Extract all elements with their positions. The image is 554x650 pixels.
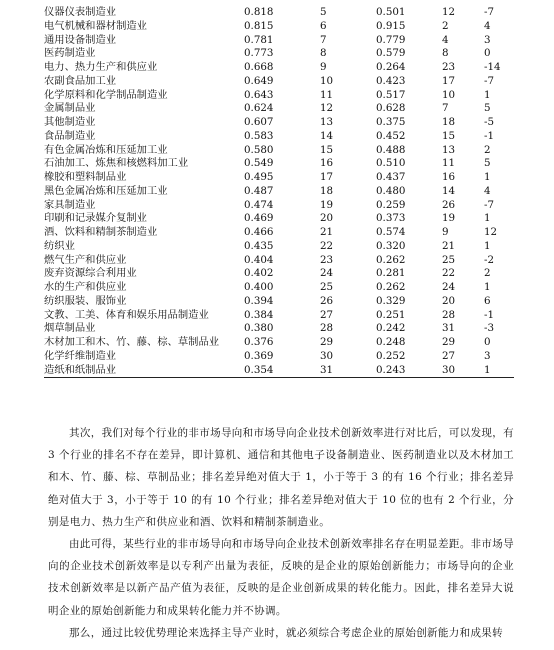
- table-cell: 1: [484, 212, 491, 225]
- table-cell: 5: [484, 102, 491, 115]
- table-cell: 0.818: [244, 6, 274, 18]
- table-cell: 0.380: [244, 322, 274, 335]
- table-cell: 0.517: [376, 88, 406, 101]
- table-cell: 食品制造业: [44, 129, 96, 142]
- table-row: [44, 116, 514, 130]
- table-row: [44, 226, 514, 240]
- table-cell: 30: [442, 364, 484, 378]
- table-cell: 0.262: [376, 281, 406, 293]
- table-cell: 22: [320, 239, 334, 252]
- table-cell: 4: [484, 184, 491, 197]
- table-row: [44, 157, 514, 171]
- table-cell: 0.815: [244, 19, 274, 32]
- table-cell: 28: [442, 308, 456, 321]
- table-row: [44, 322, 514, 336]
- table-cell: 烟草制品业: [44, 322, 96, 335]
- table-row: [44, 336, 514, 350]
- table-cell: 3: [484, 33, 491, 46]
- table-cell: 0.649: [244, 74, 274, 87]
- table-cell: 26: [442, 198, 456, 211]
- table-cell: 0.628: [376, 102, 406, 115]
- table-cell: 14: [442, 184, 456, 197]
- table-row: [44, 350, 514, 364]
- table-cell: 纺织业: [44, 239, 75, 252]
- table-cell: 8: [442, 47, 449, 60]
- table-cell: 11: [320, 88, 334, 101]
- table-cell: 废弃资源综合利用业: [44, 267, 137, 280]
- table-cell: 0.320: [376, 239, 406, 252]
- table-cell: 1: [484, 364, 514, 378]
- table-cell: 0.404: [244, 253, 274, 266]
- table-cell: 0.480: [376, 184, 406, 197]
- table-cell: 18: [442, 116, 456, 128]
- table-cell: 0.437: [376, 171, 406, 183]
- table-cell: 1: [484, 281, 491, 293]
- table-row: [44, 34, 514, 48]
- table-cell: 水的生产和供应业: [44, 281, 127, 293]
- table-cell: 6: [484, 294, 491, 307]
- table-cell: 27: [320, 308, 334, 321]
- table-cell: 0.495: [244, 171, 274, 183]
- table-cell: 0.643: [244, 88, 274, 101]
- table-cell: 医药制造业: [44, 47, 96, 60]
- table-cell: 0.668: [244, 61, 274, 73]
- table-cell: 10: [442, 88, 456, 101]
- table-cell: 5: [484, 157, 491, 170]
- table-cell: 31: [442, 322, 456, 335]
- table-cell: 15: [320, 143, 334, 156]
- table-cell: 造纸和纸制品业: [44, 364, 244, 378]
- table-cell: 0.488: [376, 143, 406, 156]
- table-cell: 1: [484, 239, 491, 252]
- table-row: [44, 185, 514, 199]
- table-row: [44, 240, 514, 254]
- table-cell: -7: [484, 198, 495, 211]
- table-cell: 0.607: [244, 116, 274, 128]
- table-cell: 12: [320, 102, 334, 115]
- table-cell: 22: [442, 267, 456, 280]
- table-cell: 0.580: [244, 143, 274, 156]
- table-row: [44, 61, 514, 75]
- table-cell: 12: [484, 226, 498, 238]
- table-cell: 8: [320, 47, 327, 60]
- table-row: [44, 364, 514, 378]
- table-cell: 0.452: [376, 129, 406, 142]
- table-cell: 18: [320, 184, 334, 197]
- table-cell: 电气机械和器材制造业: [44, 19, 147, 32]
- table-cell: 9: [442, 226, 449, 238]
- table-row: [44, 130, 514, 144]
- table-cell: 文教、工美、体育和娱乐用品制造业: [44, 308, 209, 321]
- table-cell: 0.474: [244, 198, 274, 211]
- table-row: [44, 199, 514, 213]
- table-cell: 0.394: [244, 294, 274, 307]
- table-cell: 24: [320, 267, 334, 280]
- table-cell: 0.781: [244, 33, 274, 46]
- table-cell: 1: [484, 88, 491, 101]
- table-cell: 4: [442, 33, 449, 46]
- table-cell: 23: [320, 253, 334, 266]
- table-cell: 14: [320, 129, 334, 142]
- table-cell: 1: [484, 171, 491, 183]
- body-text: [48, 422, 514, 644]
- table-row: [44, 144, 514, 158]
- table-cell: 17: [320, 171, 334, 183]
- table-cell: 19: [320, 198, 334, 211]
- table-cell: 16: [442, 171, 456, 183]
- table-cell: -7: [484, 74, 495, 87]
- table-cell: 印刷和记录媒介复制业: [44, 212, 147, 225]
- table-cell: 化学纤维制造业: [44, 349, 117, 362]
- table-cell: 11: [442, 157, 456, 170]
- table-cell: 24: [442, 281, 456, 293]
- table-cell: 23: [442, 61, 456, 73]
- table-cell: 31: [320, 364, 376, 378]
- table-cell: 5: [320, 6, 327, 18]
- table-cell: 橡胶和塑料制品业: [44, 171, 127, 183]
- table-cell: 0.373: [376, 212, 406, 225]
- table-cell: 27: [442, 349, 456, 362]
- table-cell: -5: [484, 116, 495, 128]
- paragraph: 其次，我们对每个行业的非市场导向和市场导向企业技术创新效率进行对比后，可以发现，有 3 个行业的排名不存在差异，即计算机、通信和其他电子设备制造业、医药制造业以及木材加工和木、竹、藤、棕、草制品业；排名差异绝对值大于 1，小于等于 3 的有 16 个行业；排名差异绝对值大于 3，小于等于 10 的有 10 个行业；排名差异绝对值大于 10 位的也有 2 个行业，分别是电力、热力生产和供应业和酒、饮料和精制茶制造业。: [48, 427, 514, 528]
- table-cell: 19: [442, 212, 456, 225]
- table-cell: 石油加工、炼焦和核燃料加工业: [44, 157, 189, 170]
- table-cell: 12: [442, 6, 456, 18]
- table-cell: 15: [442, 129, 456, 142]
- table-cell: 0.402: [244, 267, 274, 280]
- table-cell: 0.384: [244, 308, 274, 321]
- table-cell: 0.915: [376, 19, 406, 32]
- table-cell: 0.400: [244, 281, 274, 293]
- paragraph: 由此可得，某些行业的非市场导向和市场导向企业技术创新效率排名存在明显差距。非市场导向的企业技术创新效率是以专利产出量为表征，反映的是企业的原始创新能力；市场导向的企业技术创新效率是以新产品产值为表征，反映的是企业创新成果的转化能力。因此，排名差异大说明企业的原始创新能力和成果转化能力并不协调。: [48, 538, 514, 617]
- table-cell: 7: [320, 33, 327, 46]
- table-row: [44, 89, 514, 103]
- efficiency-ranking-table: [44, 6, 514, 378]
- table-row: [44, 102, 514, 116]
- table-row: [44, 47, 514, 61]
- table-cell: 0.501: [376, 6, 406, 18]
- table-cell: -14: [484, 61, 501, 73]
- table-cell: 0.329: [376, 294, 406, 307]
- table-row: [44, 281, 514, 295]
- table-cell: 0.773: [244, 47, 274, 60]
- table-cell: 0.281: [376, 267, 406, 280]
- table-cell: 其他制造业: [44, 116, 96, 128]
- table-row: [44, 6, 514, 20]
- table-cell: 0.376: [244, 336, 274, 348]
- table-cell: 0.579: [376, 47, 406, 60]
- table-cell: 2: [442, 19, 449, 32]
- table-cell: 0.248: [376, 336, 406, 348]
- table-cell: -1: [484, 308, 495, 321]
- table-cell: 仪器仪表制造业: [44, 6, 117, 18]
- table-cell: 0.375: [376, 116, 406, 128]
- table-row: [44, 20, 514, 34]
- table-cell: 13: [320, 116, 334, 128]
- table-cell: 电力、热力生产和供应业: [44, 61, 158, 73]
- table-row: [44, 309, 514, 323]
- table-cell: 20: [320, 212, 334, 225]
- table-cell: -7: [484, 6, 495, 18]
- table-cell: 13: [442, 143, 456, 156]
- table-cell: 25: [320, 281, 334, 293]
- table-cell: 家具制造业: [44, 198, 96, 211]
- table-cell: 3: [484, 349, 491, 362]
- table-cell: 2: [484, 267, 491, 280]
- table-cell: 21: [320, 226, 334, 238]
- table-cell: 金属制品业: [44, 102, 96, 115]
- table-cell: 0.624: [244, 102, 274, 115]
- paragraph: 那么，通过比较优势理论来选择主导产业时，就必须综合考虑企业的原始创新能力和成果转: [69, 626, 503, 639]
- table-cell: 0.354: [244, 364, 320, 378]
- table-cell: 0: [484, 47, 491, 60]
- table-cell: 0.435: [244, 239, 274, 252]
- table-row: [44, 295, 514, 309]
- table-cell: 17: [442, 74, 456, 87]
- table-cell: 0.574: [376, 226, 406, 238]
- table-cell: 28: [320, 322, 334, 335]
- table-cell: 有色金属冶炼和压延加工业: [44, 143, 168, 156]
- table-cell: 通用设备制造业: [44, 33, 117, 46]
- table-cell: 0.259: [376, 198, 406, 211]
- table-cell: 燃气生产和供应业: [44, 253, 127, 266]
- table-cell: 木材加工和木、竹、藤、棕、草制品业: [44, 336, 220, 348]
- table-cell: 30: [320, 349, 334, 362]
- table-cell: 4: [484, 19, 491, 32]
- table-cell: 29: [320, 336, 334, 348]
- table-cell: 0.369: [244, 349, 274, 362]
- table-cell: 0.583: [244, 129, 274, 142]
- table-cell: 0.252: [376, 349, 406, 362]
- table-cell: 16: [320, 157, 334, 170]
- table-cell: -3: [484, 322, 495, 335]
- table-cell: 0.466: [244, 226, 274, 238]
- table-cell: 2: [484, 143, 491, 156]
- table-cell: 9: [320, 61, 327, 73]
- table-cell: 0.487: [244, 184, 274, 197]
- table-row: [44, 171, 514, 185]
- table-row: [44, 75, 514, 89]
- table-cell: 0.264: [376, 61, 406, 73]
- table-cell: 0.262: [376, 253, 406, 266]
- table-cell: 0.779: [376, 33, 406, 46]
- table-cell: -1: [484, 129, 495, 142]
- table-cell: -2: [484, 253, 495, 266]
- table-cell: 黑色金属冶炼和压延加工业: [44, 184, 168, 197]
- table-cell: 0.469: [244, 212, 274, 225]
- table-cell: 农副食品加工业: [44, 74, 117, 87]
- table-cell: 0: [484, 336, 491, 348]
- table-cell: 0.423: [376, 74, 406, 87]
- table-cell: 纺织服装、服饰业: [44, 294, 127, 307]
- table-cell: 25: [442, 253, 456, 266]
- table-row: [44, 267, 514, 281]
- table-cell: 6: [320, 19, 327, 32]
- table-cell: 29: [442, 336, 456, 348]
- table-cell: 10: [320, 74, 334, 87]
- table-cell: 0.510: [376, 157, 406, 170]
- table-cell: 化学原料和化学制品制造业: [44, 88, 168, 101]
- table-row: [44, 212, 514, 226]
- table-cell: 20: [442, 294, 456, 307]
- table-cell: 0.242: [376, 322, 406, 335]
- table-cell: 21: [442, 239, 456, 252]
- table-cell: 酒、饮料和精制茶制造业: [44, 226, 158, 238]
- table-cell: 0.549: [244, 157, 274, 170]
- table-cell: 0.243: [376, 364, 442, 378]
- table-row: [44, 254, 514, 268]
- table-cell: 0.251: [376, 308, 406, 321]
- table-cell: 7: [442, 102, 449, 115]
- table-cell: 26: [320, 294, 334, 307]
